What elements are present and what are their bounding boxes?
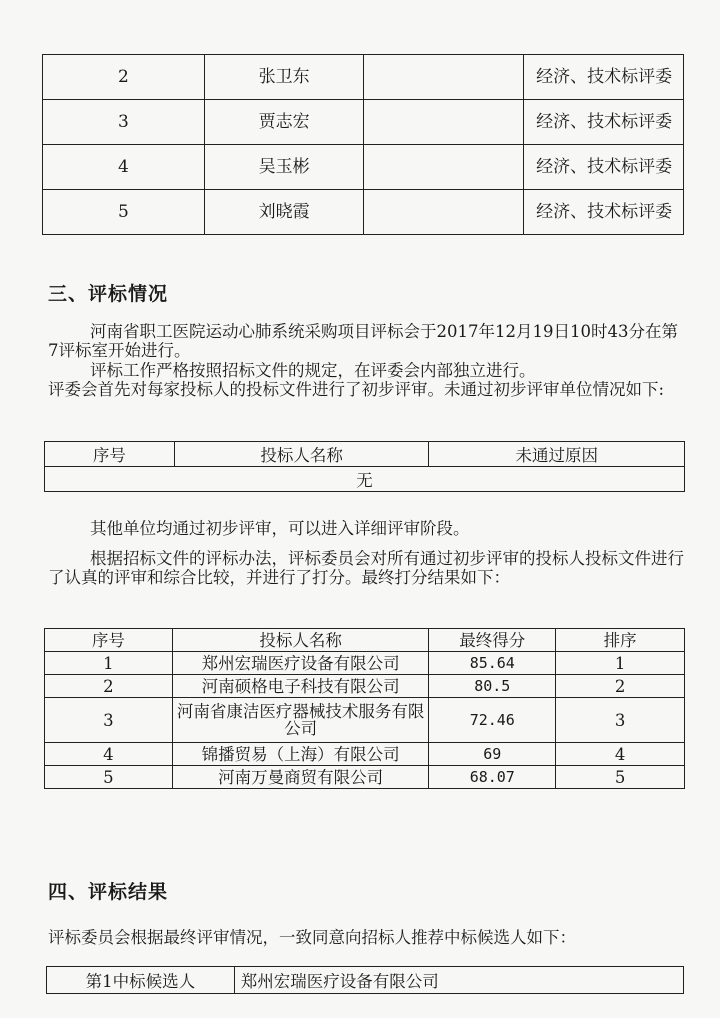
table-row (45, 766, 685, 789)
rank: 4 (556, 743, 685, 766)
failed-bidders-table (44, 441, 685, 492)
header-reason: 未通过原因 (429, 442, 685, 467)
row-number: 5 (45, 766, 173, 789)
final-score: 72.46 (429, 698, 556, 743)
header-score: 最终得分 (429, 629, 556, 652)
row-number: 3 (43, 100, 205, 145)
table-row (47, 967, 684, 994)
member-unit (364, 190, 524, 235)
member-unit (364, 55, 524, 100)
winning-candidate-table (46, 966, 684, 994)
row-number: 2 (43, 55, 205, 100)
header-no: 序号 (45, 629, 173, 652)
member-unit (364, 145, 524, 190)
member-name: 张卫东 (204, 55, 364, 100)
row-number: 4 (45, 743, 173, 766)
table-row (43, 190, 684, 235)
final-score: 68.07 (429, 766, 556, 789)
member-role: 经济、技术标评委 (524, 190, 684, 235)
candidate-label: 第1中标候选人 (47, 967, 235, 994)
bidder-name: 河南硕格电子科技有限公司 (172, 675, 429, 698)
row-number: 3 (45, 698, 173, 743)
rank: 3 (556, 698, 685, 743)
table-row (45, 698, 685, 743)
section-4-paragraph-1: 评标委员会根据最终评审情况，一致同意向招标人推荐中标候选人如下： (48, 928, 576, 947)
table-row (43, 55, 684, 100)
member-role: 经济、技术标评委 (524, 55, 684, 100)
member-unit (364, 100, 524, 145)
header-bidder: 投标人名称 (174, 442, 429, 467)
section-4-title: 四、评标结果 (48, 881, 169, 903)
section-3-paragraph-4: 其他单位均通过初步评审，可以进入详细评审阶段。 (90, 519, 470, 538)
header-no: 序号 (45, 442, 175, 467)
member-name: 吴玉彬 (204, 145, 364, 190)
member-role: 经济、技术标评委 (524, 100, 684, 145)
header-bidder: 投标人名称 (172, 629, 429, 652)
final-score: 80.5 (429, 675, 556, 698)
section-3-paragraph-2: 评标工作严格按照招标文件的规定，在评委会内部独立进行。 (90, 361, 536, 380)
table-row (45, 675, 685, 698)
candidate-name: 郑州宏瑞医疗设备有限公司 (234, 967, 683, 994)
table-header-row (45, 629, 685, 652)
member-name: 刘晓霞 (204, 190, 364, 235)
final-score: 69 (429, 743, 556, 766)
rank: 2 (556, 675, 685, 698)
row-number: 2 (45, 675, 173, 698)
table-row (45, 467, 685, 492)
member-role: 经济、技术标评委 (524, 145, 684, 190)
section-3-paragraph-5: 根据招标文件的评标办法，评标委员会对所有通过初步评审的投标人投标文件进行了认真的评审和综合比较，并进行了打分。最终打分结果如下： (48, 549, 684, 587)
table-row (43, 100, 684, 145)
rank: 5 (556, 766, 685, 789)
row-number: 4 (43, 145, 205, 190)
section-3-paragraph-1: 河南省职工医院运动心肺系统采购项目评标会于2017年12月19日10时43分在第7评标室开始进行。 (48, 322, 678, 360)
member-name: 贾志宏 (204, 100, 364, 145)
bidder-name: 河南省康洁医疗器械技术服务有限公司 (172, 698, 429, 743)
score-table (44, 628, 685, 789)
committee-table (42, 54, 684, 235)
bidder-name: 河南万曼商贸有限公司 (172, 766, 429, 789)
bidder-name: 锦播贸易（上海）有限公司 (172, 743, 429, 766)
final-score: 85.64 (429, 652, 556, 675)
row-number: 1 (45, 652, 173, 675)
header-rank: 排序 (556, 629, 685, 652)
table-row (43, 145, 684, 190)
table-row (45, 743, 685, 766)
bidder-name: 郑州宏瑞医疗设备有限公司 (172, 652, 429, 675)
empty-value: 无 (45, 467, 685, 492)
section-3-paragraph-3: 评委会首先对每家投标人的投标文件进行了初步评审。未通过初步评审单位情况如下: (48, 380, 665, 399)
rank: 1 (556, 652, 685, 675)
section-3-title: 三、评标情况 (48, 283, 169, 305)
row-number: 5 (43, 190, 205, 235)
table-header-row (45, 442, 685, 467)
table-row (45, 652, 685, 675)
